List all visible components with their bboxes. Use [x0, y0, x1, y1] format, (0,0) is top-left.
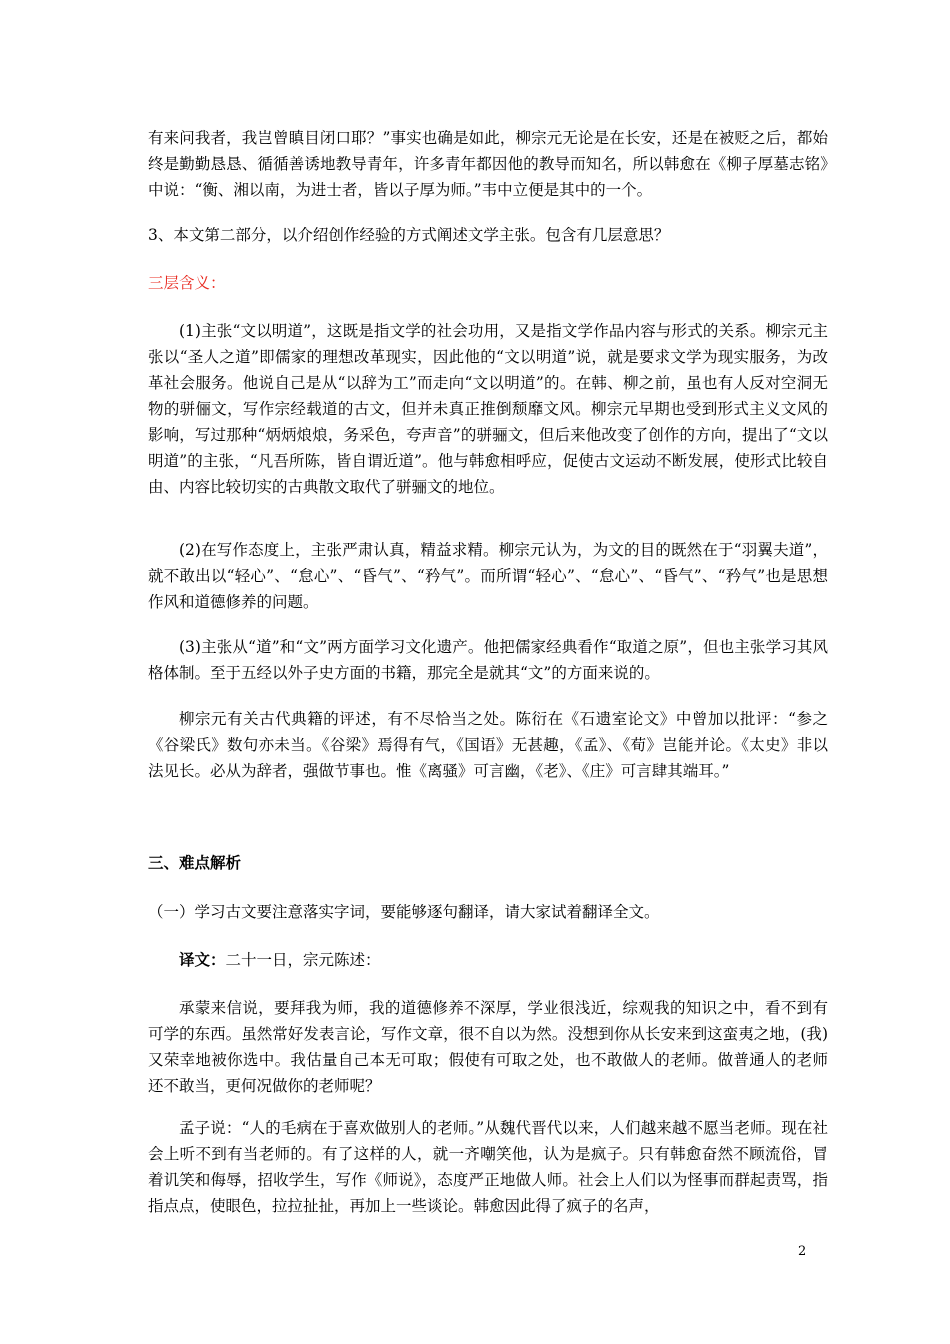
critique-paragraph: 柳宗元有关古代典籍的评述，有不尽恰当之处。陈衍在《石遗室论文》中曾加以批评：“参之《谷梁氏》数句亦未当。《谷梁》焉得有气，《国语》无甚趣，《孟》、《荀》岂能并论。《太史》非以法见长。必从为辞者，强做节事也。惟《离骚》可言幽，《老》、《庄》可言肆其端耳。” — [148, 710, 828, 780]
translation-opening: 二十一日，宗元陈述： — [225, 951, 381, 969]
translation-intro — [148, 947, 828, 973]
page-number: 2 — [798, 1244, 807, 1259]
point-2-paragraph: (2)在写作态度上，主张严肃认真，精益求精。柳宗元认为，为文的目的既然在于“羽翼夫道”，就不敢出以“轻心”、“怠心”、“昏气”、“矜气”。而所谓“轻心”、“怠心”、“昏气”、“矜气”也是思想作风和道德修养的问题。 — [148, 541, 828, 611]
translation-label: 译文： — [179, 950, 226, 969]
section-heading: 三、难点解析 — [148, 853, 242, 872]
point-1-paragraph: (1)主张“文以明道”，这既是指文学的社会功用，又是指文学作品内容与形式的关系。柳宗元主张以“圣人之道”即儒家的理想改革现实，因此他的“文以明道”说，就是要求文学为现实服务，为改革社会服务。他说自己是从“以辞为工”而走向“文以明道”的。在韩、柳之前，虽也有人反对空洞无物的骈俪文，写作宗经载道的古文，但并未真正推倒颓靡文风。柳宗元早期也受到形式主义文风的影响，写过那种“炳炳烺烺，务采色，夸声音”的骈骊文，但后来他改变了创作的方向，提出了“文以明道”的主张，“凡吾所陈，皆自谓近道”。他与韩愈相呼应，促使古文运动不断发展，使形式比较自由、内容比较切实的古典散文取代了骈骊文的地位。 — [148, 322, 828, 496]
subsection-1: （一）学习古文要注意落实字词，要能够逐句翻译，请大家试着翻译全文。 — [148, 903, 660, 921]
question-3: 3、本文第二部分，以介绍创作经验的方式阐述文学主张。包含有几层意思？ — [148, 226, 670, 244]
translation-paragraph-2: 孟子说：“人的毛病在于喜欢做别人的老师。”从魏代晋代以来，人们越来越不愿当老师。现在社会上听不到有当老师的。有了这样的人，就一齐嘲笑他，认为是疯子。只有韩愈奋然不顾流俗，冒着讥笑和侮辱，招收学生，写作《师说》，态度严正地做人师。社会上人们以为怪事而群起责骂，指指点点，使眼色，拉拉扯扯，再加上一些谈论。韩愈因此得了疯子的名声， — [148, 1119, 828, 1215]
paragraph-intro: 有来问我者，我岂曾瞋目闭口耶？”事实也确是如此，柳宗元无论是在长安，还是在被贬之后，都始终是勤勤恳恳、循循善诱地教导青年，许多青年都因他的教导而知名，所以韩愈在《柳子厚墓志铭》中说：“衡、湘以南，为进士者，皆以子厚为师。”韦中立便是其中的一个。 — [148, 129, 828, 199]
answer-heading: 三层含义： — [148, 274, 226, 292]
translation-paragraph-1: 承蒙来信说，要拜我为师，我的道德修养不深厚，学业很浅近，综观我的知识之中，看不到有可学的东西。虽然常好发表言论，写作文章，很不自以为然。没想到你从长安来到这蛮夷之地，(我)又荣幸地被你选中。我估量自己本无可取；假使有可取之处，也不敢做人的老师。做普通人的老师还不敢当，更何况做你的老师呢？ — [148, 999, 828, 1095]
point-3-paragraph: (3)主张从“道”和“文”两方面学习文化遗产。他把儒家经典看作“取道之原”，但也主张学习其风格体制。至于五经以外子史方面的书籍，那完全是就其“文”的方面来说的。 — [148, 638, 828, 682]
